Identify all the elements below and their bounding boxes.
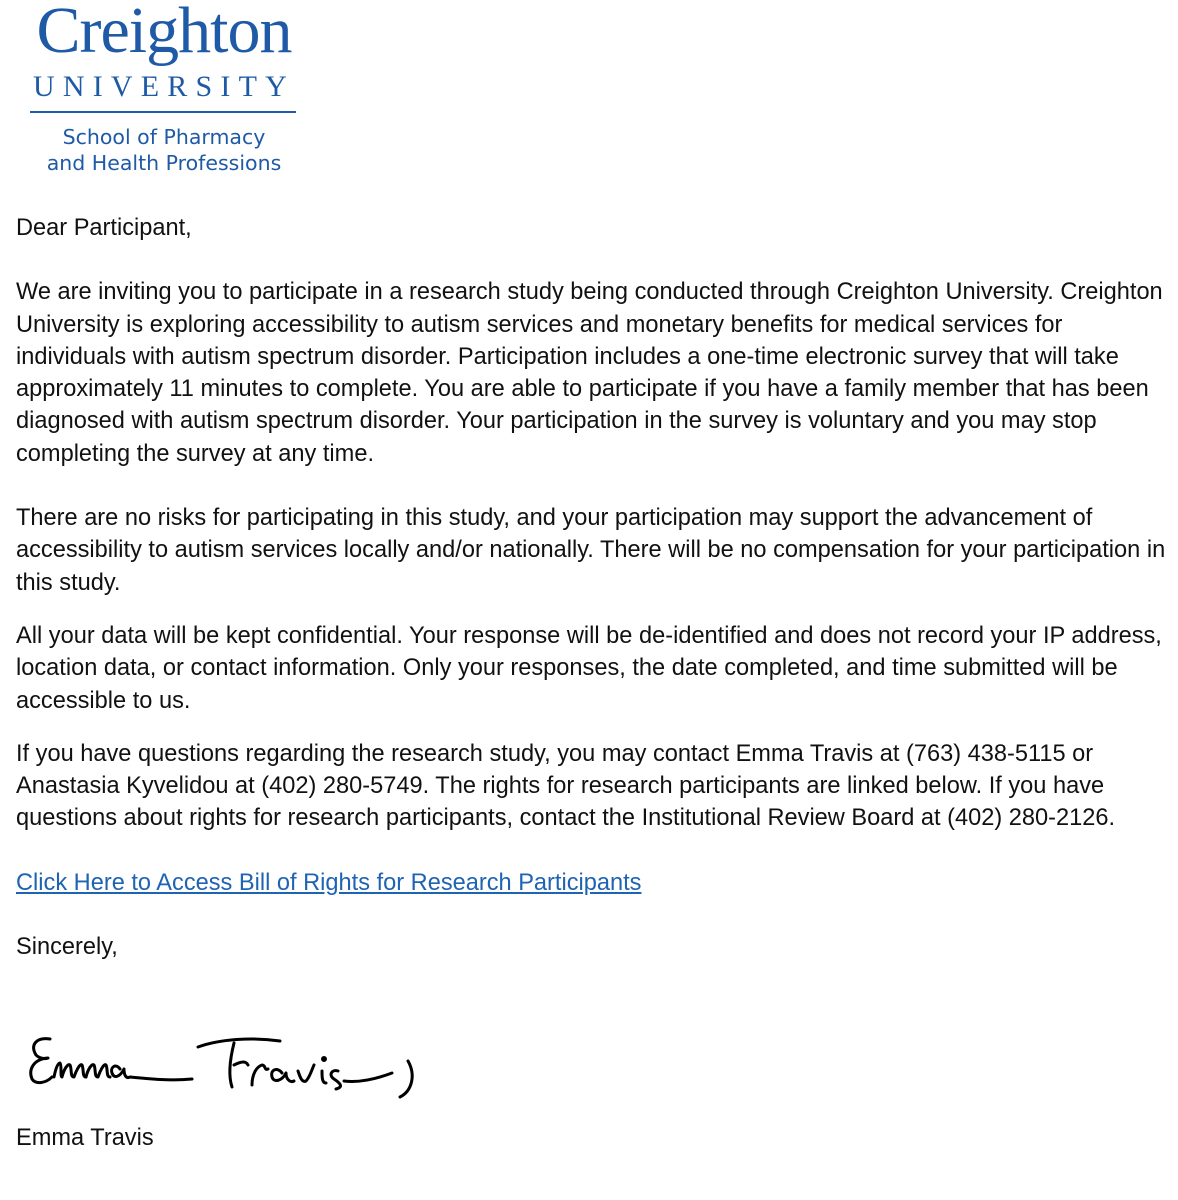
signature-image bbox=[20, 1025, 430, 1105]
logo-school-line1: School of Pharmacy bbox=[62, 125, 266, 149]
closing: Sincerely, bbox=[16, 934, 118, 961]
bill-of-rights-link[interactable]: Click Here to Access Bill of Rights for Research Participants bbox=[16, 869, 642, 896]
logo-school-line2: and Health Professions bbox=[46, 151, 282, 175]
logo-school-name bbox=[28, 124, 300, 176]
paragraph-confidentiality: All your data will be kept confidential. Your response will be de-identified and does not record your IP address, location data, or contact information. Only your responses, the date completed, and time submitted will be accessible to us. bbox=[16, 622, 1162, 714]
logo-wordmark: Creighton bbox=[36, 0, 292, 67]
creighton-logo bbox=[28, 0, 300, 180]
letter-body bbox=[16, 212, 1166, 963]
greeting: Dear Participant, bbox=[16, 215, 192, 241]
paragraph-study-intro: We are inviting you to participate in a research study being conducted through Creighton University. Creighton University is exploring accessibility to autism services and monetary benefits for medical services for individuals with autism spectrum disorder. Participation includes a one-time electronic survey that will take approximately 11 minutes to complete. You are able to participate if you have a family member that has been diagnosed with autism spectrum disorder. Your participation in the survey is voluntary and you may stop completing the survey at any time. bbox=[16, 279, 1163, 467]
logo-divider bbox=[30, 111, 296, 113]
logo-university: UNIVERSITY bbox=[33, 70, 295, 103]
paragraph-contact: If you have questions regarding the research study, you may contact Emma Travis at (763) 438-5115 or Anastasia Kyvelidou at (402) 280-5749. The rights for research participants are linked below. If you have questions about rights for research participants, contact the Institutional Review Board at (402) 280-2126. bbox=[16, 740, 1116, 832]
paragraph-risks: There are no risks for participating in this study, and your participation may support the advancement of accessibility to autism services locally and/or nationally. There will be no compensation for your participation in this study. bbox=[16, 505, 1166, 596]
signer-name: Emma Travis bbox=[16, 1125, 154, 1151]
